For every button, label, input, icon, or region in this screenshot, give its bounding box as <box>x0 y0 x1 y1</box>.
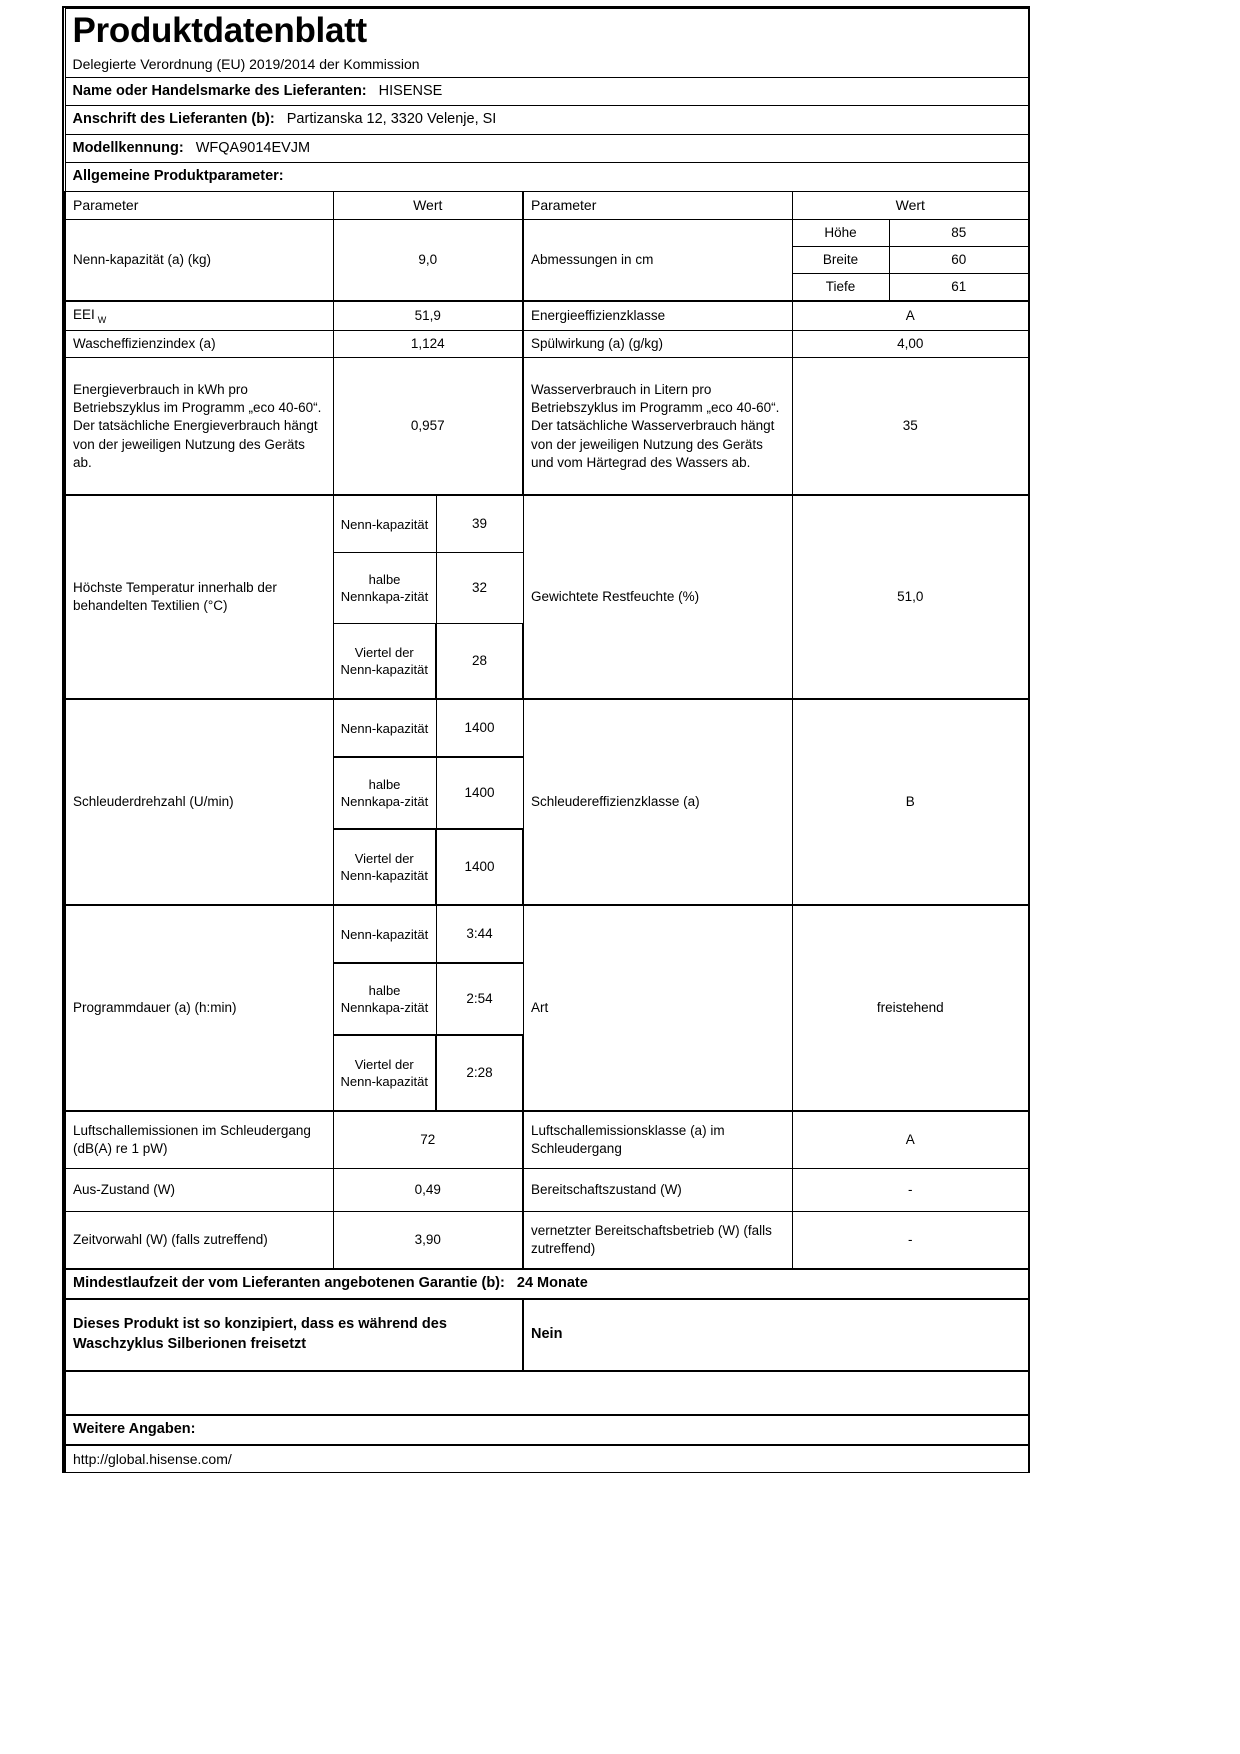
residual-moisture-label: Gewichtete Restfeuchte (%) <box>523 495 792 699</box>
spin-speed-sub-label-full: Nenn-kapazität <box>333 699 436 757</box>
spin-speed-sub-label-quarter: Viertel der Nenn-kapazität <box>333 829 436 905</box>
header-value-left: Wert <box>333 191 523 219</box>
header-value-right: Wert <box>792 191 1029 219</box>
capacity-label: Nenn-kapazität (a) (kg) <box>65 219 333 301</box>
program-duration-sub-label-half: halbe Nennkapa-zität <box>333 963 436 1035</box>
rinsing-label: Spülwirkung (a) (g/kg) <box>523 331 792 358</box>
eei-value: 51,9 <box>333 301 523 330</box>
eei-label-text: EEI <box>73 307 95 323</box>
spin-speed-value-half: 1400 <box>436 757 523 829</box>
dimension-value-width: 60 <box>889 246 1029 273</box>
warranty-label: Mindestlaufzeit der vom Lieferanten angebotenen Garantie (b): <box>73 1275 505 1292</box>
spin-speed-label: Schleuderdrehzahl (U/min) <box>65 699 333 905</box>
type-label: Art <box>523 905 792 1111</box>
dimensions-label: Abmessungen in cm <box>523 219 792 301</box>
noise-emissions-label: Luftschallemissionen im Schleudergang (dB(A) re 1 pW) <box>65 1111 333 1169</box>
off-mode-value: 0,49 <box>333 1169 523 1212</box>
header-parameter-left: Parameter <box>65 191 333 219</box>
further-info-cell <box>65 1415 1029 1445</box>
off-mode-label: Aus-Zustand (W) <box>65 1169 333 1212</box>
silver-ion-row <box>65 1299 1029 1371</box>
consumption-row <box>65 358 1029 496</box>
energy-consumption-label: Energieverbrauch in kWh pro Betriebszyklus im Programm „eco 40-60“. Der tatsächliche Energieverbrauch hängt von der jeweiligen Nutzung des Geräts ab. <box>65 358 333 496</box>
url-row <box>65 1445 1029 1473</box>
start-delay-value: 3,90 <box>333 1212 523 1270</box>
dimension-value-depth: 61 <box>889 274 1029 302</box>
water-consumption-label: Wasserverbrauch in Litern pro Betriebszyklus im Programm „eco 40-60“. Der tatsächliche Wasserverbrauch hängt von der jeweiligen Nutzung des Geräts und vom Härtegrad des Wassers ab. <box>523 358 792 496</box>
program-duration-value-quarter: 2:28 <box>436 1035 523 1111</box>
dimension-value-height: 85 <box>889 219 1029 246</box>
spacer-cell <box>65 1371 1029 1415</box>
silver-ion-label: Dieses Produkt ist so konzipiert, dass es während des Waschzyklus Silberionen freisetzt <box>65 1299 523 1371</box>
energy-consumption-value: 0,957 <box>333 358 523 496</box>
supplier-name-row <box>65 77 1029 106</box>
model-row <box>65 134 1029 163</box>
max-temperature-sub-label-quarter: Viertel der Nenn-kapazität <box>333 624 436 700</box>
max-temperature-sub-label-full: Nenn-kapazität <box>333 495 436 553</box>
start-delay-label: Zeitvorwahl (W) (falls zutreffend) <box>65 1212 333 1270</box>
washing-efficiency-value: 1,124 <box>333 331 523 358</box>
eei-row <box>65 301 1029 330</box>
washing-efficiency-row <box>65 331 1029 358</box>
spin-class-value: B <box>792 699 1029 905</box>
model-cell <box>65 134 1029 163</box>
general-parameters-label: Allgemeine Produktparameter: <box>72 168 284 185</box>
supplier-address-value: Partizanska 12, 3320 Velenje, SI <box>286 111 497 128</box>
supplier-address-row <box>65 106 1029 135</box>
eei-label-subscript: W <box>97 315 107 326</box>
noise-class-label: Luftschallemissionsklasse (a) im Schleudergang <box>523 1111 792 1169</box>
networked-standby-label: vernetzter Bereitschaftsbetrieb (W) (falls zutreffend) <box>523 1212 792 1270</box>
program-duration-sub-label-full: Nenn-kapazität <box>333 905 436 963</box>
off-mode-row <box>65 1169 1029 1212</box>
energy-class-value: A <box>792 301 1029 330</box>
max-temperature-sub-label-half: halbe Nennkapa-zität <box>333 553 436 624</box>
residual-moisture-value: 51,0 <box>792 495 1029 699</box>
silver-ion-value: Nein <box>523 1299 1029 1371</box>
program-duration-sub-label-quarter: Viertel der Nenn-kapazität <box>333 1035 436 1111</box>
product-data-table <box>64 8 1030 1473</box>
rinsing-value: 4,00 <box>792 331 1029 358</box>
header-parameter-right: Parameter <box>523 191 792 219</box>
model-value: WFQA9014EVJM <box>195 139 311 156</box>
program-duration-value-full: 3:44 <box>436 905 523 963</box>
program-duration-row-1 <box>65 905 1029 963</box>
warranty-row <box>65 1269 1029 1299</box>
further-info-label: Weitere Angaben: <box>73 1420 196 1437</box>
program-duration-value-half: 2:54 <box>436 963 523 1035</box>
dimension-name-height: Höhe <box>792 219 889 246</box>
max-temperature-label: Höchste Temperatur innerhalb der behandelten Textilien (°C) <box>65 495 333 699</box>
washing-efficiency-label: Wascheffizienzindex (a) <box>65 331 333 358</box>
warranty-cell <box>65 1269 1029 1299</box>
spin-speed-row-1 <box>65 699 1029 757</box>
dimension-name-width: Breite <box>792 246 889 273</box>
noise-emissions-value: 72 <box>333 1111 523 1169</box>
dimension-name-depth: Tiefe <box>792 274 889 302</box>
noise-class-value: A <box>792 1111 1029 1169</box>
general-parameters-cell <box>65 163 1029 192</box>
type-value: freistehend <box>792 905 1029 1111</box>
energy-class-label: Energieeffizienzklasse <box>523 301 792 330</box>
eei-label <box>65 301 333 330</box>
water-consumption-value: 35 <box>792 358 1029 496</box>
supplier-name-cell <box>65 77 1029 106</box>
general-parameters-row <box>65 163 1029 192</box>
max-temperature-row-1 <box>65 495 1029 553</box>
spin-speed-value-quarter: 1400 <box>436 829 523 905</box>
program-duration-label: Programmdauer (a) (h:min) <box>65 905 333 1111</box>
start-delay-row <box>65 1212 1029 1270</box>
spacer-row <box>65 1371 1029 1415</box>
title-cell <box>65 9 1029 78</box>
standby-mode-value: - <box>792 1169 1029 1212</box>
networked-standby-value: - <box>792 1212 1029 1270</box>
spin-speed-sub-label-half: halbe Nennkapa-zität <box>333 757 436 829</box>
noise-emissions-row <box>65 1111 1029 1169</box>
supplier-name-label: Name oder Handelsmarke des Lieferanten: <box>72 82 367 99</box>
standby-mode-label: Bereitschaftszustand (W) <box>523 1169 792 1212</box>
max-temperature-value-full: 39 <box>436 495 523 553</box>
warranty-value: 24 Monate <box>516 1275 588 1292</box>
capacity-dimensions-row-1 <box>65 219 1029 246</box>
page-title: Produktdatenblatt <box>72 11 367 50</box>
spin-speed-value-full: 1400 <box>436 699 523 757</box>
product-url[interactable]: http://global.hisense.com/ <box>73 1450 232 1467</box>
title-row <box>65 9 1029 78</box>
supplier-address-cell <box>65 106 1029 135</box>
document-sheet <box>62 6 1030 1473</box>
url-cell <box>65 1445 1029 1473</box>
regulation-subtitle: Delegierte Verordnung (EU) 2019/2014 der Kommission <box>72 55 420 72</box>
max-temperature-value-quarter: 28 <box>436 624 523 700</box>
capacity-value: 9,0 <box>333 219 523 301</box>
supplier-address-label: Anschrift des Lieferanten (b): <box>72 111 275 128</box>
further-info-row <box>65 1415 1029 1445</box>
max-temperature-value-half: 32 <box>436 553 523 624</box>
column-header-row <box>65 191 1029 219</box>
model-label: Modellkennung: <box>72 139 184 156</box>
supplier-name-value: HISENSE <box>378 82 443 99</box>
spin-class-label: Schleudereffizienzklasse (a) <box>523 699 792 905</box>
